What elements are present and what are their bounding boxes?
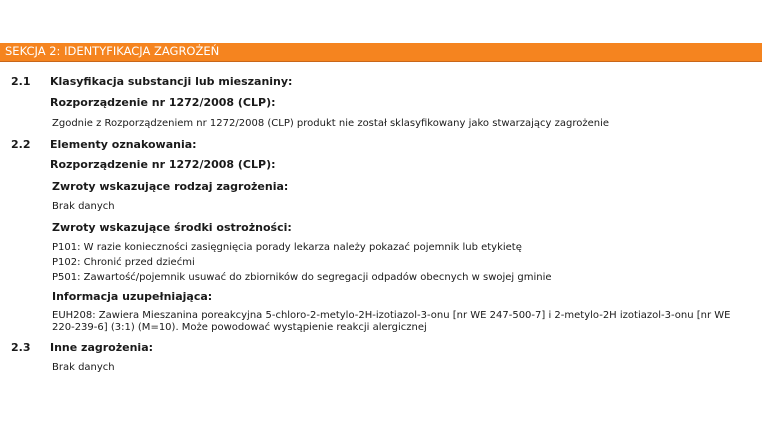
regulation-heading-2-2: Rozporządzenie nr 1272/2008 (CLP): — [50, 158, 276, 171]
other-hazards-text: Brak danych — [52, 362, 115, 373]
section-header-bar — [0, 43, 762, 62]
classification-text: Zgodnie z Rozporządzeniem nr 1272/2008 (CLP) produkt nie został sklasyfikowany jako stwarzający zagrożenie — [52, 118, 610, 129]
subsection-number-2-1: 2.1 — [11, 75, 31, 88]
precautionary-statements-heading: Zwroty wskazujące środki ostrożności: — [52, 221, 292, 234]
subsection-number-2-3: 2.3 — [11, 341, 31, 354]
subsection-number-2-2: 2.2 — [11, 138, 31, 151]
hazard-statements-text: Brak danych — [52, 201, 115, 212]
supplementary-info-text: EUH208: Zawiera Mieszanina poreakcyjna 5-chloro-2-metylo-2H-izotiazol-3-onu [nr WE 247-500-7] i 2-metylo-2H izotiazol-3-onu [nr WE 220-239-6] (3:1) (M=10). Może powodować wystąpienie reakcji alergicznej — [52, 310, 731, 333]
section-title: SEKCJA 2: IDENTYFIKACJA ZAGROŻEŃ — [5, 44, 220, 58]
regulation-heading-2-1: Rozporządzenie nr 1272/2008 (CLP): — [50, 96, 276, 109]
subsection-title-2-2: Elementy oznakowania: — [50, 138, 197, 151]
precaution-p102: P102: Chronić przed dziećmi — [52, 257, 195, 268]
precaution-p501: P501: Zawartość/pojemnik usuwać do zbiorników do segregacji odpadów obecnych w swojej gminie — [52, 272, 552, 283]
subsection-title-2-1: Klasyfikacja substancji lub mieszaniny: — [50, 75, 293, 88]
hazard-statements-heading: Zwroty wskazujące rodzaj zagrożenia: — [52, 180, 289, 193]
precaution-p101: P101: W razie konieczności zasięgnięcia porady lekarza należy pokazać pojemnik lub etykietę — [52, 242, 522, 253]
supplementary-info-heading: Informacja uzupełniająca: — [52, 290, 213, 303]
subsection-title-2-3: Inne zagrożenia: — [50, 341, 154, 354]
